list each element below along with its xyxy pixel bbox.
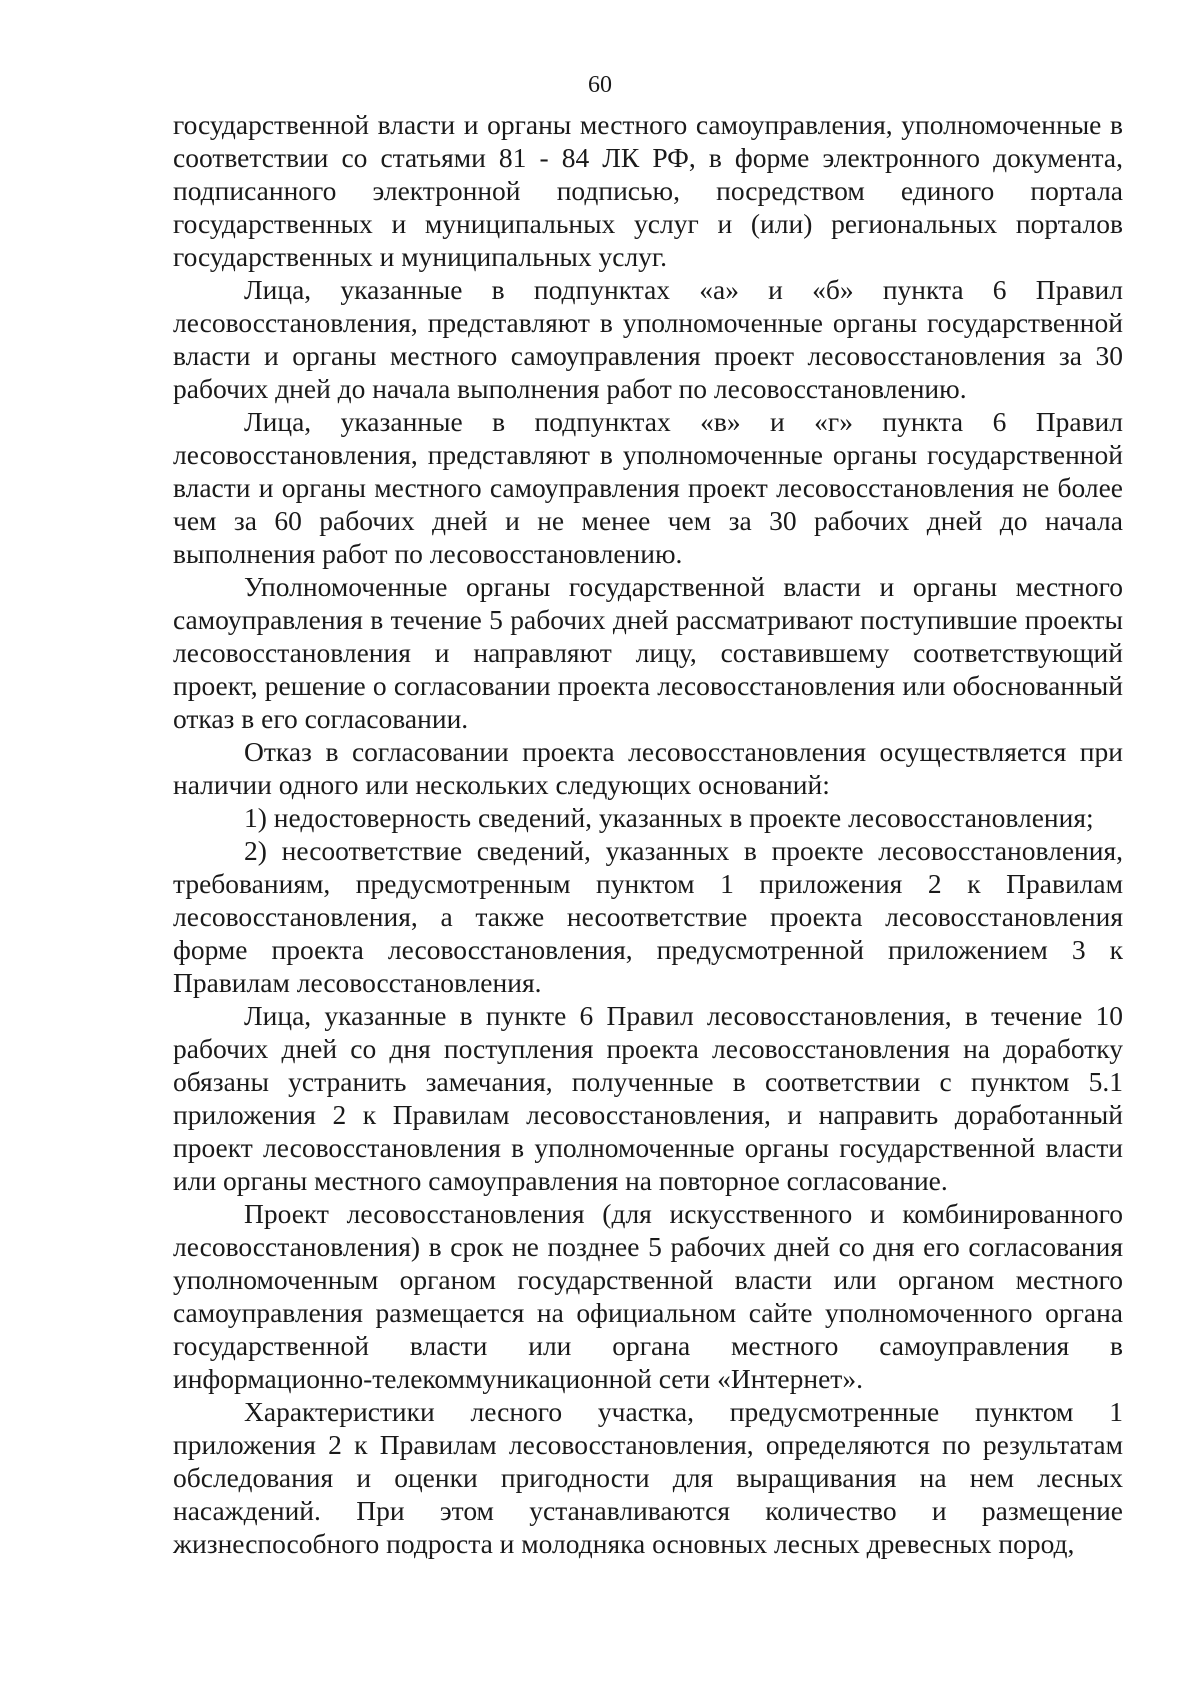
paragraph-continuation: государственной власти и органы местного самоуправления, уполномоченные в соответствии со статьями 81 - 84 ЛК РФ, в форме электронного документа, подписанного электронной подписью, посредством единого портала государственных и муниципальных услуг и (или) региональных порталов государственных и муниципальных услуг. (173, 109, 1123, 272)
document-body (173, 108, 1123, 1560)
page-number: 60 (588, 72, 612, 98)
list-item: 2) несоответствие сведений, указанных в проекте лесовосстановления, требованиям, предусмотренным пунктом 1 приложения 2 к Правилам лесовосстановления, а также несоответствие проекта лесовосстановления форме проекта лесовосстановления, предусмотренной приложением 3 к Правилам лесовосстановления. (173, 835, 1123, 998)
paragraph: Уполномоченные органы государственной власти и органы местного самоуправления в течение 5 рабочих дней рассматривают поступившие проекты лесовосстановления и направляют лицу, составившему соответствующий проект, решение о согласовании проекта лесовосстановления или обоснованный отказ в его согласовании. (173, 571, 1123, 734)
paragraph: Лица, указанные в подпунктах «в» и «г» пункта 6 Правил лесовосстановления, представляют в уполномоченные органы государственной власти и органы местного самоуправления проект лесовосстановления не более чем за 60 рабочих дней и не менее чем за 30 рабочих дней до начала выполнения работ по лесовосстановлению. (173, 406, 1123, 569)
paragraph: Проект лесовосстановления (для искусственного и комбинированного лесовосстановления) в срок не позднее 5 рабочих дней со дня его согласования уполномоченным органом государственной власти или органом местного самоуправления размещается на официальном сайте уполномоченного органа государственной власти или органа местного самоуправления в информационно-телекоммуникационной сети «Интернет». (173, 1198, 1123, 1394)
paragraph: Характеристики лесного участка, предусмотренные пунктом 1 приложения 2 к Правилам лесовосстановления, определяются по результатам обследования и оценки пригодности для выращивания на нем лесных насаждений. При этом устанавливаются количество и размещение жизнеспособного подроста и молодняка основных лесных древесных пород, (173, 1396, 1123, 1559)
paragraph: Лица, указанные в пункте 6 Правил лесовосстановления, в течение 10 рабочих дней со дня поступления проекта лесовосстановления на доработку обязаны устранить замечания, полученные в соответствии с пунктом 5.1 приложения 2 к Правилам лесовосстановления, и направить доработанный проект лесовосстановления в уполномоченные органы государственной власти или органы местного самоуправления на повторное согласование. (173, 1000, 1123, 1196)
paragraph: Лица, указанные в подпунктах «а» и «б» пункта 6 Правил лесовосстановления, представляют в уполномоченные органы государственной власти и органы местного самоуправления проект лесовосстановления за 30 рабочих дней до начала выполнения работ по лесовосстановлению. (173, 274, 1123, 404)
paragraph: Отказ в согласовании проекта лесовосстановления осуществляется при наличии одного или нескольких следующих оснований: (173, 736, 1123, 800)
list-item: 1) недостоверность сведений, указанных в проекте лесовосстановления; (244, 802, 1094, 833)
